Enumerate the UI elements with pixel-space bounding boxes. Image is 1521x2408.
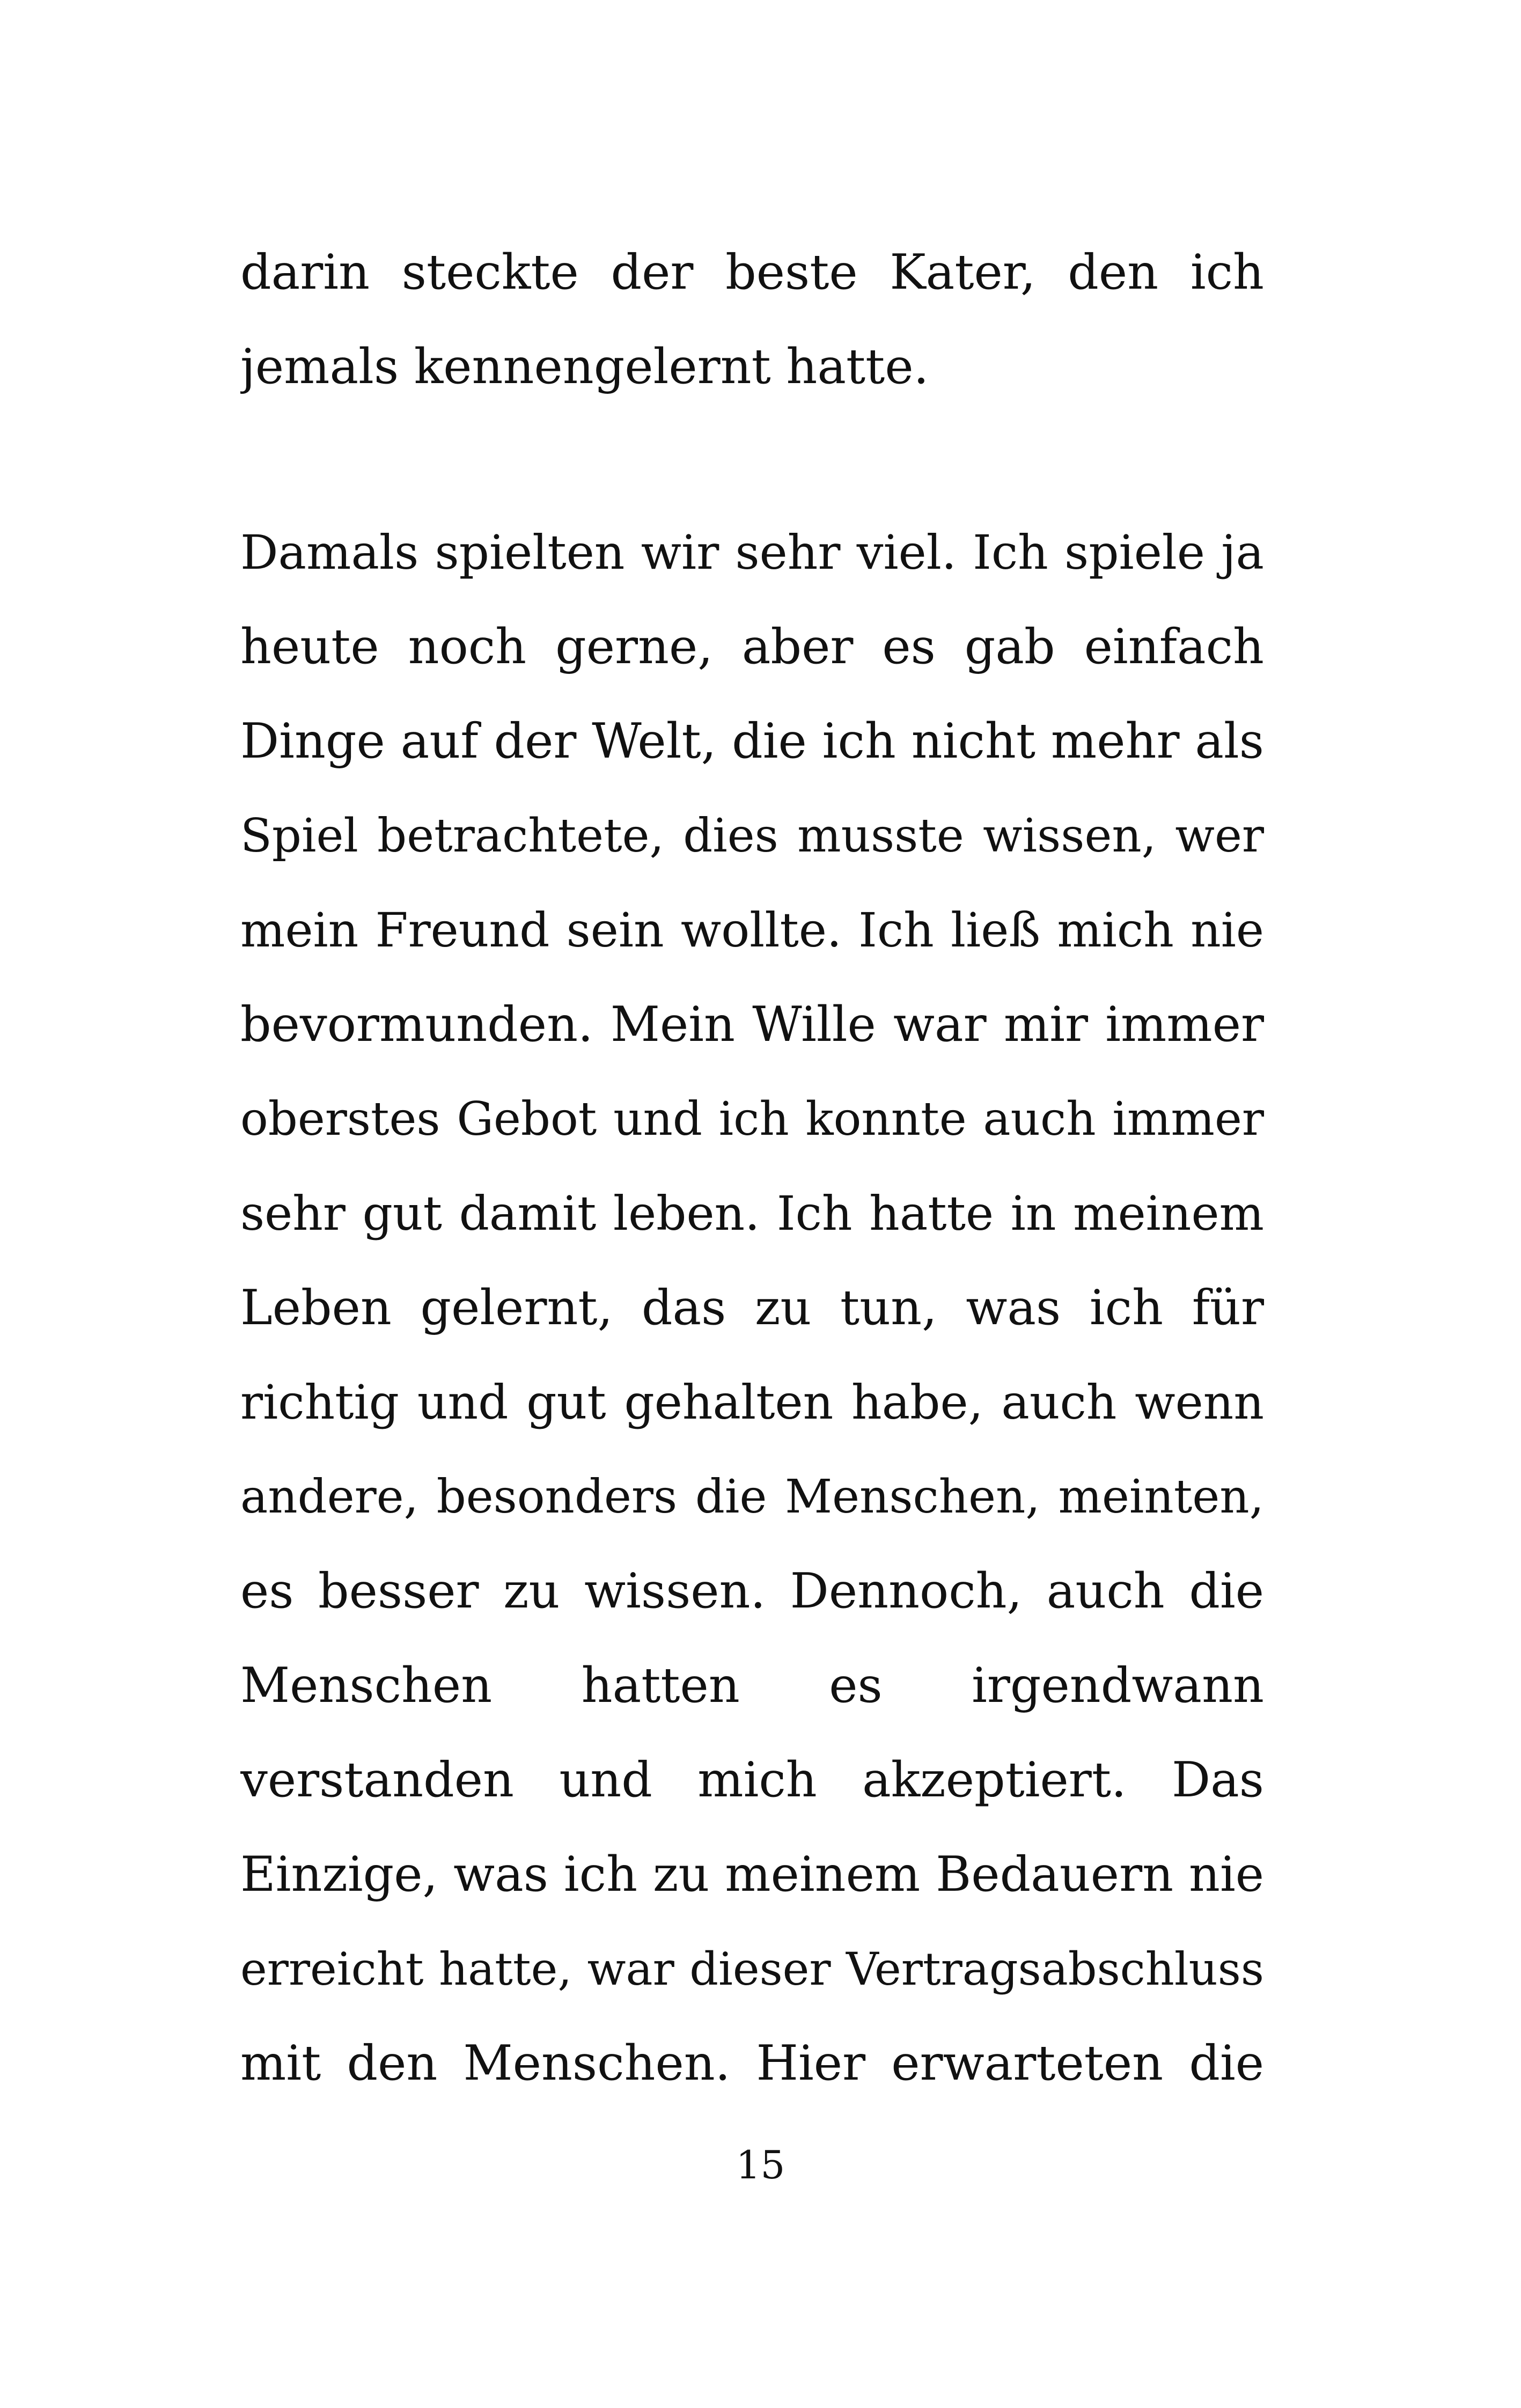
text-line: richtig und gut gehalten habe, auch wenn [240, 1375, 1264, 1430]
text-line: andere, besonders die Menschen, meinten, [240, 1470, 1264, 1524]
text-line: jemals kennengelernt hatte. [240, 339, 929, 395]
text-line: Menschen hatten es irgendwann [240, 1657, 1264, 1714]
text-line: sehr gut damit leben. Ich hatte in meinem [240, 1186, 1264, 1241]
text-line: mit den Menschen. Hier erwarteten die [240, 2035, 1264, 2091]
text-line: bevormunden. Mein Wille war mir immer [240, 996, 1264, 1053]
text-line: Damals spielten wir sehr viel. Ich spiele ja [240, 525, 1264, 580]
text-line: oberstes Gebot und ich konnte auch immer [240, 1092, 1264, 1146]
page-number: 15 [736, 2142, 785, 2187]
text-line: verstanden und mich akzeptiert. Das [240, 1752, 1264, 1808]
text-line: darin steckte der beste Kater, den ich [240, 244, 1264, 300]
text-line: es besser zu wissen. Dennoch, auch die [240, 1563, 1264, 1619]
text-line: Einzige, was ich zu meinem Bedauern nie [240, 1846, 1264, 1903]
text-line: mein Freund sein wollte. Ich ließ mich nie [240, 902, 1264, 958]
text-line: Dinge auf der Welt, die ich nicht mehr als [240, 713, 1264, 769]
text-line: heute noch gerne, aber es gab einfach [240, 619, 1264, 675]
text-line: erreicht hatte, war dieser Vertragsabschluss [240, 1943, 1264, 1995]
text-line: Leben gelernt, das zu tun, was ich für [240, 1280, 1264, 1336]
text-line: Spiel betrachtete, dies musste wissen, wer [240, 809, 1264, 863]
